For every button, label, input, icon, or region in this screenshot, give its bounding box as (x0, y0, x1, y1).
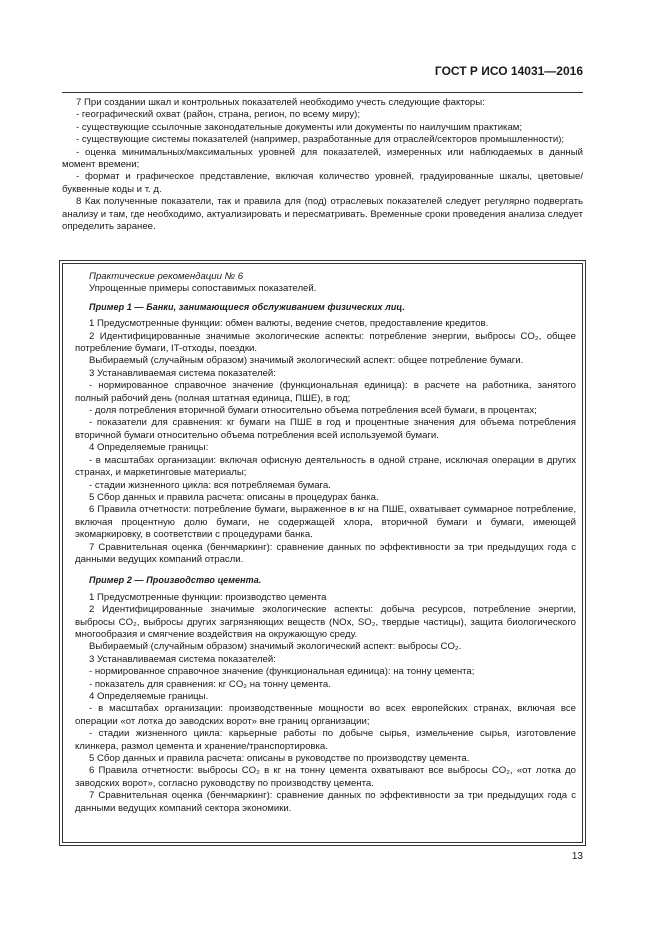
header-rule (62, 92, 583, 93)
paragraph: 7 При создании шкал и контрольных показателей необходимо учесть следующие факторы: (76, 97, 485, 108)
example-item: Выбираемый (случайным образом) значимый экологический аспект: общее потребление бумаги. (89, 355, 524, 367)
example-item: - нормированное справочное значение (функциональная единица): в расчете на работника, занятого полный рабочий день (полная штатная единица, ПШЕ), в год; (75, 380, 576, 404)
example-item: 4 Определяемые границы. (89, 691, 209, 702)
example-item: 6 Правила отчетности: потребление бумаги, выраженное в кг на ПШЕ, охватывает суммарное потребление, включая процентную долю бумаги, не содержащей хлора, вторичной бумаги и бумаги, имеющей экомаркировку, в соответствии с процедурами банка. (75, 504, 576, 541)
top-section (62, 97, 583, 233)
example-item: - стадии жизненного цикла: карьерные работы по добыче сырья, измельчение сырья, изготовление клинкера, размол цемента и хранение/транспортировка. (75, 728, 576, 752)
example-item: 3 Устанавливаемая система показателей: (89, 367, 276, 379)
example-item: Выбираемый (случайным образом) значимый экологический аспект: выбросы CO₂. (89, 641, 462, 653)
example-item: 1 Предусмотренные функции: обмен валюты, ведение счетов, предоставление кредитов. (89, 318, 489, 330)
practical-recommendations-box (62, 263, 583, 843)
example-item: 1 Предусмотренные функции: производство цемента (89, 591, 327, 603)
example-item: - в масштабах организации: включая офисную деятельность в одной стране, исключая операции в других странах, и маркетинговые материалы; (75, 454, 576, 479)
example-item: - нормированное справочное значение (функциональная единица): на тонну цемента; (89, 666, 475, 678)
document-header: ГОСТ Р ИСО 14031—2016 (434, 64, 583, 78)
example-item: - показатели для сравнения: кг бумаги на ПШЕ в год и процентные значения для объема потребления вторичной бумаги относительно объема потребления всей используемой бумаги. (75, 417, 576, 441)
example-item: - доля потребления вторичной бумаги относительно объема потребления всей бумаги, в процентах; (89, 405, 537, 417)
example-item: - показатель для сравнения: кг CO₂ на тонну цемента. (89, 678, 331, 690)
list-item: - оценка минимальных/максимальных уровней для показателей, измеренных или наблюдаемых в данный момент времени; (62, 146, 583, 171)
example-title: Пример 2 — Производство цемента. (89, 575, 262, 586)
list-item: - географический охват (район, страна, регион, по всему миру); (76, 109, 360, 121)
example-item: - в масштабах организации: производственные мощности во всех европейских странах, включая все операции «от лотка до заводских ворот» вне границ организации; (75, 703, 576, 727)
example-item: 5 Сбор данных и правила расчета: описаны в процедурах банка. (89, 491, 379, 503)
example-title: Пример 1 — Банки, занимающиеся обслуживанием физических лиц. (89, 301, 405, 312)
paragraph: 8 Как полученные показатели, так и правила для (под) отраслевых показателей следует регулярно подвергать анализу и там, где необходимо, актуализировать и пересматривать. Временные сроки проведения анализа следует определить заранее. (62, 196, 583, 233)
example-item: 2 Идентифицированные значимые экологические аспекты: потребление энергии, выбросы CO₂, общее потребление бумаги, IT-отходы, поездки. (75, 330, 576, 355)
list-item: - формат и графическое представление, включая количество уровней, градуированные шкалы, цветовые/буквенные коды и т. д. (62, 171, 583, 195)
box-title: Практические рекомендации № 6 (89, 271, 244, 282)
example-item: 3 Устанавливаемая система показателей: (89, 653, 276, 665)
example-item: 7 Сравнительная оценка (бенчмаркинг): сравнение данных по эффективности за три предыдущих года с данными ведущих компаний сектора экономики. (75, 790, 576, 814)
example-item: 4 Определяемые границы: (89, 442, 209, 454)
example-item: 5 Сбор данных и правила расчета: описаны в руководстве по производству цемента. (89, 753, 470, 765)
list-item: - существующие ссылочные законодательные документы или документы по наилучшим практикам; (76, 121, 523, 133)
example-item: 6 Правила отчетности: выбросы CO₂ в кг на тонну цемента охватывают все выбросы CO₂, «от лотка до заводских ворот», согласно руководству по производству цемента. (75, 765, 576, 789)
box-subtitle: Упрощенные примеры сопоставимых показателей. (89, 283, 317, 295)
example-item: - стадии жизненного цикла: вся потребляемая бумага. (89, 479, 331, 491)
example-item: 7 Сравнительная оценка (бенчмаркинг): сравнение данных по эффективности за три предыдущих года с данными ведущих компаний отрасли. (75, 541, 576, 565)
example-item: 2 Идентифицированные значимые экологические аспекты: добыча ресурсов, потребление энергии, выбросы CO₂, выбросы других загрязняющих веществ (NOx, SO₂, твердые частицы), защита биологического многообразия и смягчение воздействия на окружающую среду. (75, 604, 576, 640)
list-item: - существующие системы показателей (например, разработанные для отраслей/секторов промышленности); (76, 134, 565, 146)
page-number: 13 (571, 851, 583, 862)
